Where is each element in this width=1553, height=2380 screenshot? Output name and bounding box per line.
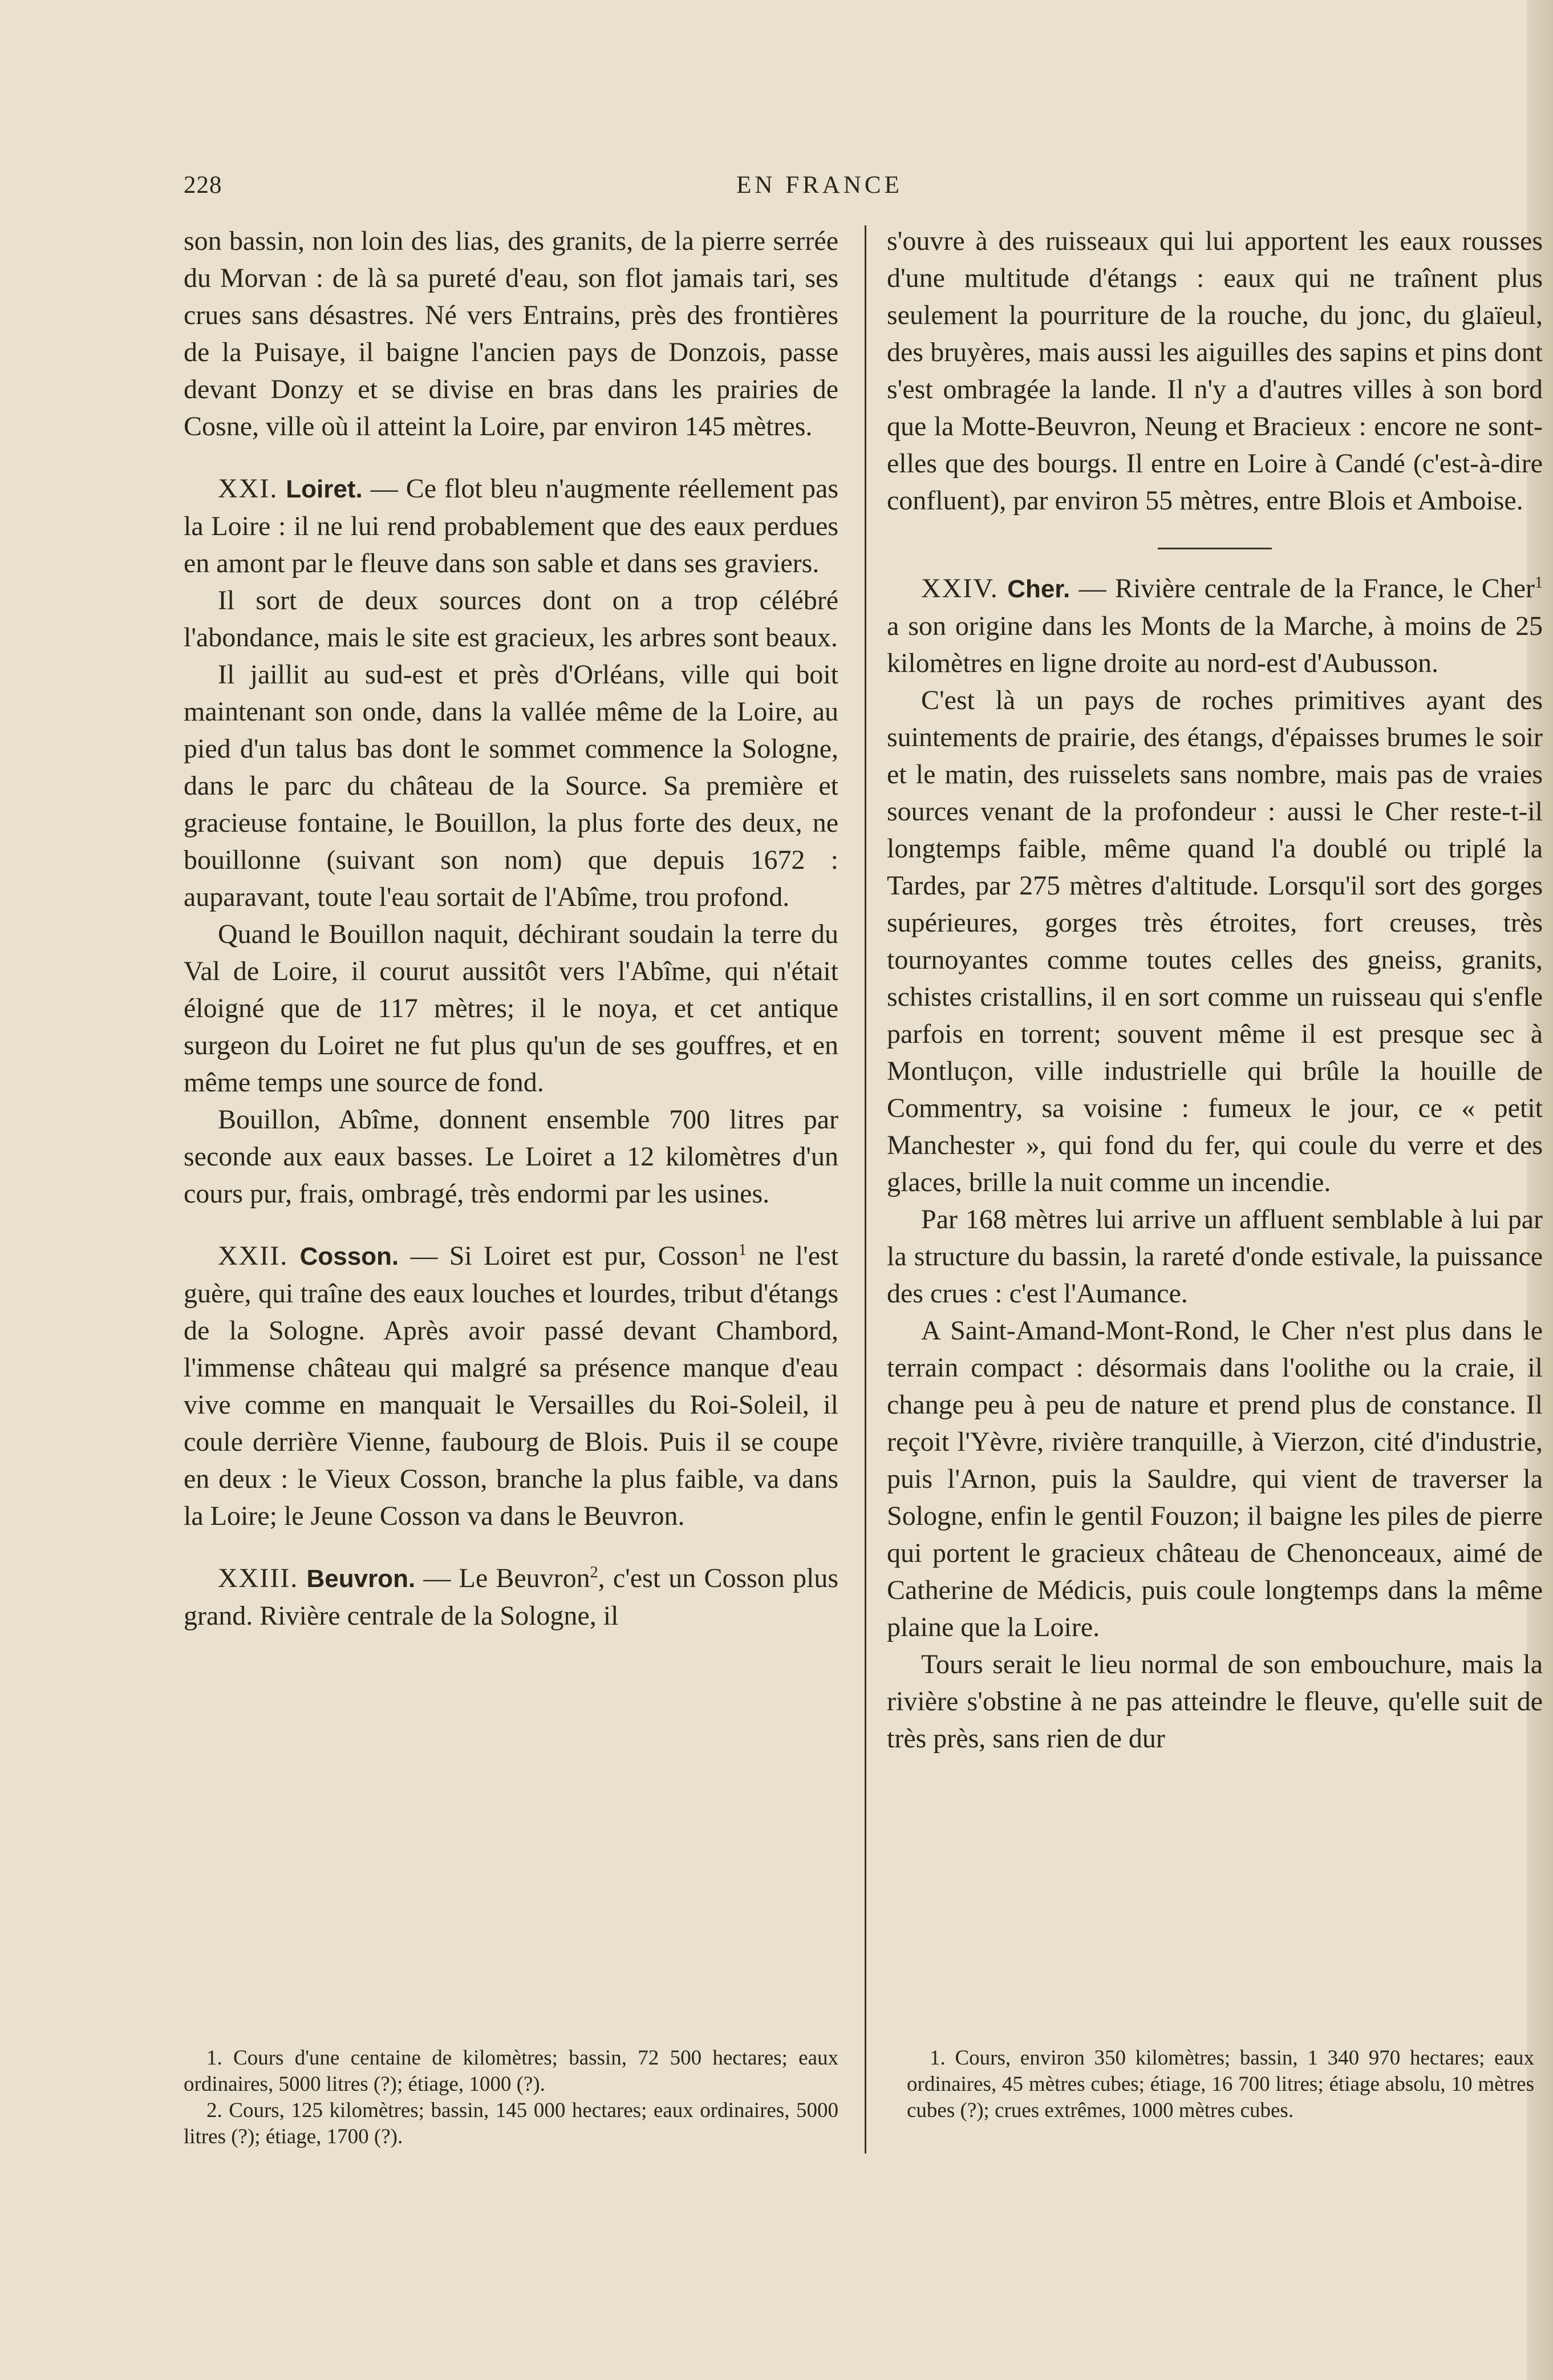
section-number: XXI.	[218, 473, 278, 504]
section-text: — Le Beuvron	[423, 1563, 590, 1593]
section-number: XXIV.	[921, 573, 999, 604]
footnote-ref: 1	[1535, 574, 1543, 592]
paragraph: A Saint-Amand-Mont-Rond, le Cher n'est plus dans le terrain compact : désormais dans l'oolithe ou la craie, il change peu à peu de nature et prend plus de constance. Il reçoit l'Yèvre, rivière tranquille, à Vierzon, cité d'industrie, puis l'Arnon, puis la Sauldre, qui vient de traverser la Sologne, enfin le gentil Fouzon; il baigne les piles de pierre qui portent le gracieux château de Chenonceaux, aimé de Catherine de Médicis, puis coule longtemps dans la même plaine que la Loire.	[887, 1316, 1543, 1642]
section-title: Beuvron.	[306, 1565, 416, 1593]
footnote-ref: 2	[590, 1564, 598, 1581]
section-title: Loiret.	[286, 475, 363, 503]
section-title: Cher.	[1007, 575, 1071, 603]
paragraph: Il sort de deux sources dont on a trop célébré l'abondance, mais le site est gracieux, les arbres sont beaux.	[184, 585, 838, 653]
page-number: 228	[184, 172, 222, 199]
section-cosson	[184, 1237, 838, 1535]
section-number: XXII.	[218, 1241, 289, 1271]
section-cher	[887, 570, 1543, 682]
paragraph: C'est là un pays de roches primitives ayant des suintements de prairie, des étangs, d'épaisses brumes le soir et le matin, des ruisselets sans nombre, mais pas de vraies sources venant de la profondeur : aussi le Cher reste-t-il longtemps faible, même quand l'a doublé ou triplé la Tardes, par 275 mètres d'altitude. Lorsqu'il sort des gorges supérieures, gorges très étroites, fort creuses, très tournoyantes comme toutes celles des gneiss, granits, schistes cristallins, il en sort comme un ruisseau qui s'enfle parfois en torrent; souvent même il est presque sec à Montluçon, ville industrielle qui brûle la houille de Commentry, sa voisine : fumeux le jour, ce « petit Manchester », qui fond du fer, qui coule du verre et des glaces, brille la nuit comme un incendie.	[887, 685, 1543, 1197]
column-divider	[865, 225, 866, 2154]
section-beuvron	[184, 1560, 838, 1634]
footnote: 2. Cours, 125 kilomètres; bassin, 145 000 hectares; eaux ordinaires, 5000 litres (?); étiage, 1700 (?).	[184, 2099, 838, 2148]
paragraph: Bouillon, Abîme, donnent ensemble 700 litres par seconde aux eaux basses. Le Loiret a 12 kilomètres d'un cours pur, frais, ombragé, très endormi par les usines.	[184, 1104, 838, 1209]
footnote: 1. Cours d'une centaine de kilomètres; bassin, 72 500 hectares; eaux ordinaires, 5000 litres (?); étiage, 1000 (?).	[184, 2046, 838, 2096]
section-text: — Ce flot bleu n'augmente réellement pas la Loire : il ne lui rend probablement que des eaux perdues en amont par le fleuve dans son sable et dans ses graviers.	[184, 473, 838, 578]
footnotes-left	[184, 2045, 838, 2150]
left-column	[184, 222, 838, 1634]
section-text: — Si Loiret est pur, Cosson	[410, 1241, 739, 1271]
footnote-ref: 1	[738, 1241, 747, 1259]
footnotes-right	[907, 2045, 1534, 2124]
right-column	[887, 222, 1543, 1757]
section-number: XXIII.	[218, 1563, 299, 1593]
section-text: ne l'est guère, qui traîne des eaux louches et lourdes, tribut d'étangs de la Sologne. Après avoir passé devant Chambord, l'immense château qui malgré sa présence manque d'eau vive comme en manquait le Versailles du Roi-Soleil, il coule derrière Vienne, faubourg de Blois. Puis il se coupe en deux : le Vieux Cosson, branche la plus faible, va dans la Loire; le Jeune Cosson va dans le Beuvron.	[184, 1241, 839, 1531]
paragraph: Quand le Bouillon naquit, déchirant soudain la terre du Val de Loire, il courut aussitôt vers l'Abîme, qui n'était éloigné que de 117 mètres; il le noya, et cet antique surgeon du Loiret ne fut plus qu'un de ses gouffres, et en même temps une source de fond.	[184, 919, 838, 1098]
paragraph: Tours serait le lieu normal de son embouchure, mais la rivière s'obstine à ne pas atteindre le fleuve, qu'elle suit de très près, sans rien de dur	[887, 1649, 1543, 1754]
section-text: a son origine dans les Monts de la Marche, à moins de 25 kilomètres en ligne droite au nord-est d'Aubusson.	[887, 611, 1543, 678]
section-text: , c'est un Cosson plus grand. Rivière centrale de la Sologne, il	[184, 1563, 839, 1631]
section-loiret	[184, 470, 838, 582]
running-title: EN FRANCE	[736, 172, 903, 199]
section-text: — Rivière centrale de la France, le Cher	[1078, 573, 1535, 604]
paragraph: Il jaillit au sud-est et près d'Orléans, ville qui boit maintenant son onde, dans la vallée même de la Loire, au pied d'un talus bas dont le sommet commence la Sologne, dans le parc du château de la Source. Sa première et gracieuse fontaine, le Bouillon, la plus forte des deux, ne bouillonne (suivant son nom) que depuis 1672 : auparavant, toute l'eau sortait de l'Abîme, trou profond.	[184, 659, 838, 912]
paragraph: Par 168 mètres lui arrive un affluent semblable à lui par la structure du bassin, la rareté d'onde estivale, la puissance des crues : c'est l'Aumance.	[887, 1204, 1543, 1309]
section-separator	[1158, 548, 1272, 549]
section-title: Cosson.	[299, 1242, 399, 1270]
running-head	[184, 171, 1455, 211]
paragraph: s'ouvre à des ruisseaux qui lui apportent les eaux rousses d'une multitude d'étangs : eaux qui ne traînent plus seulement la pourriture de la rouche, du jonc, du glaïeul, des bruyères, mais aussi les aiguilles des sapins et pins dont s'est ombragée la lande. Il n'y a d'autres villes à son bord que la Motte-Beuvron, Neung et Bracieux : encore ne sont-elles que des bourgs. Il entre en Loire à Candé (c'est-à-dire confluent), par environ 55 mètres, entre Blois et Amboise.	[887, 226, 1543, 516]
paragraph: son bassin, non loin des lias, des granits, de la pierre serrée du Morvan : de là sa pureté d'eau, son flot jamais tari, ses crues sans désastres. Né vers Entrains, près des frontières de la Puisaye, il baigne l'ancien pays de Donzois, passe devant Donzy et se divise en bras dans les prairies de Cosne, ville où il atteint la Loire, par environ 145 mètres.	[184, 226, 838, 442]
footnote: 1. Cours, environ 350 kilomètres; bassin, 1 340 970 hectares; eaux ordinaires, 45 mètres cubes; étiage, 16 700 litres; étiage absolu, 10 mètres cubes (?); crues extrêmes, 1000 mètres cubes.	[907, 2046, 1534, 2122]
